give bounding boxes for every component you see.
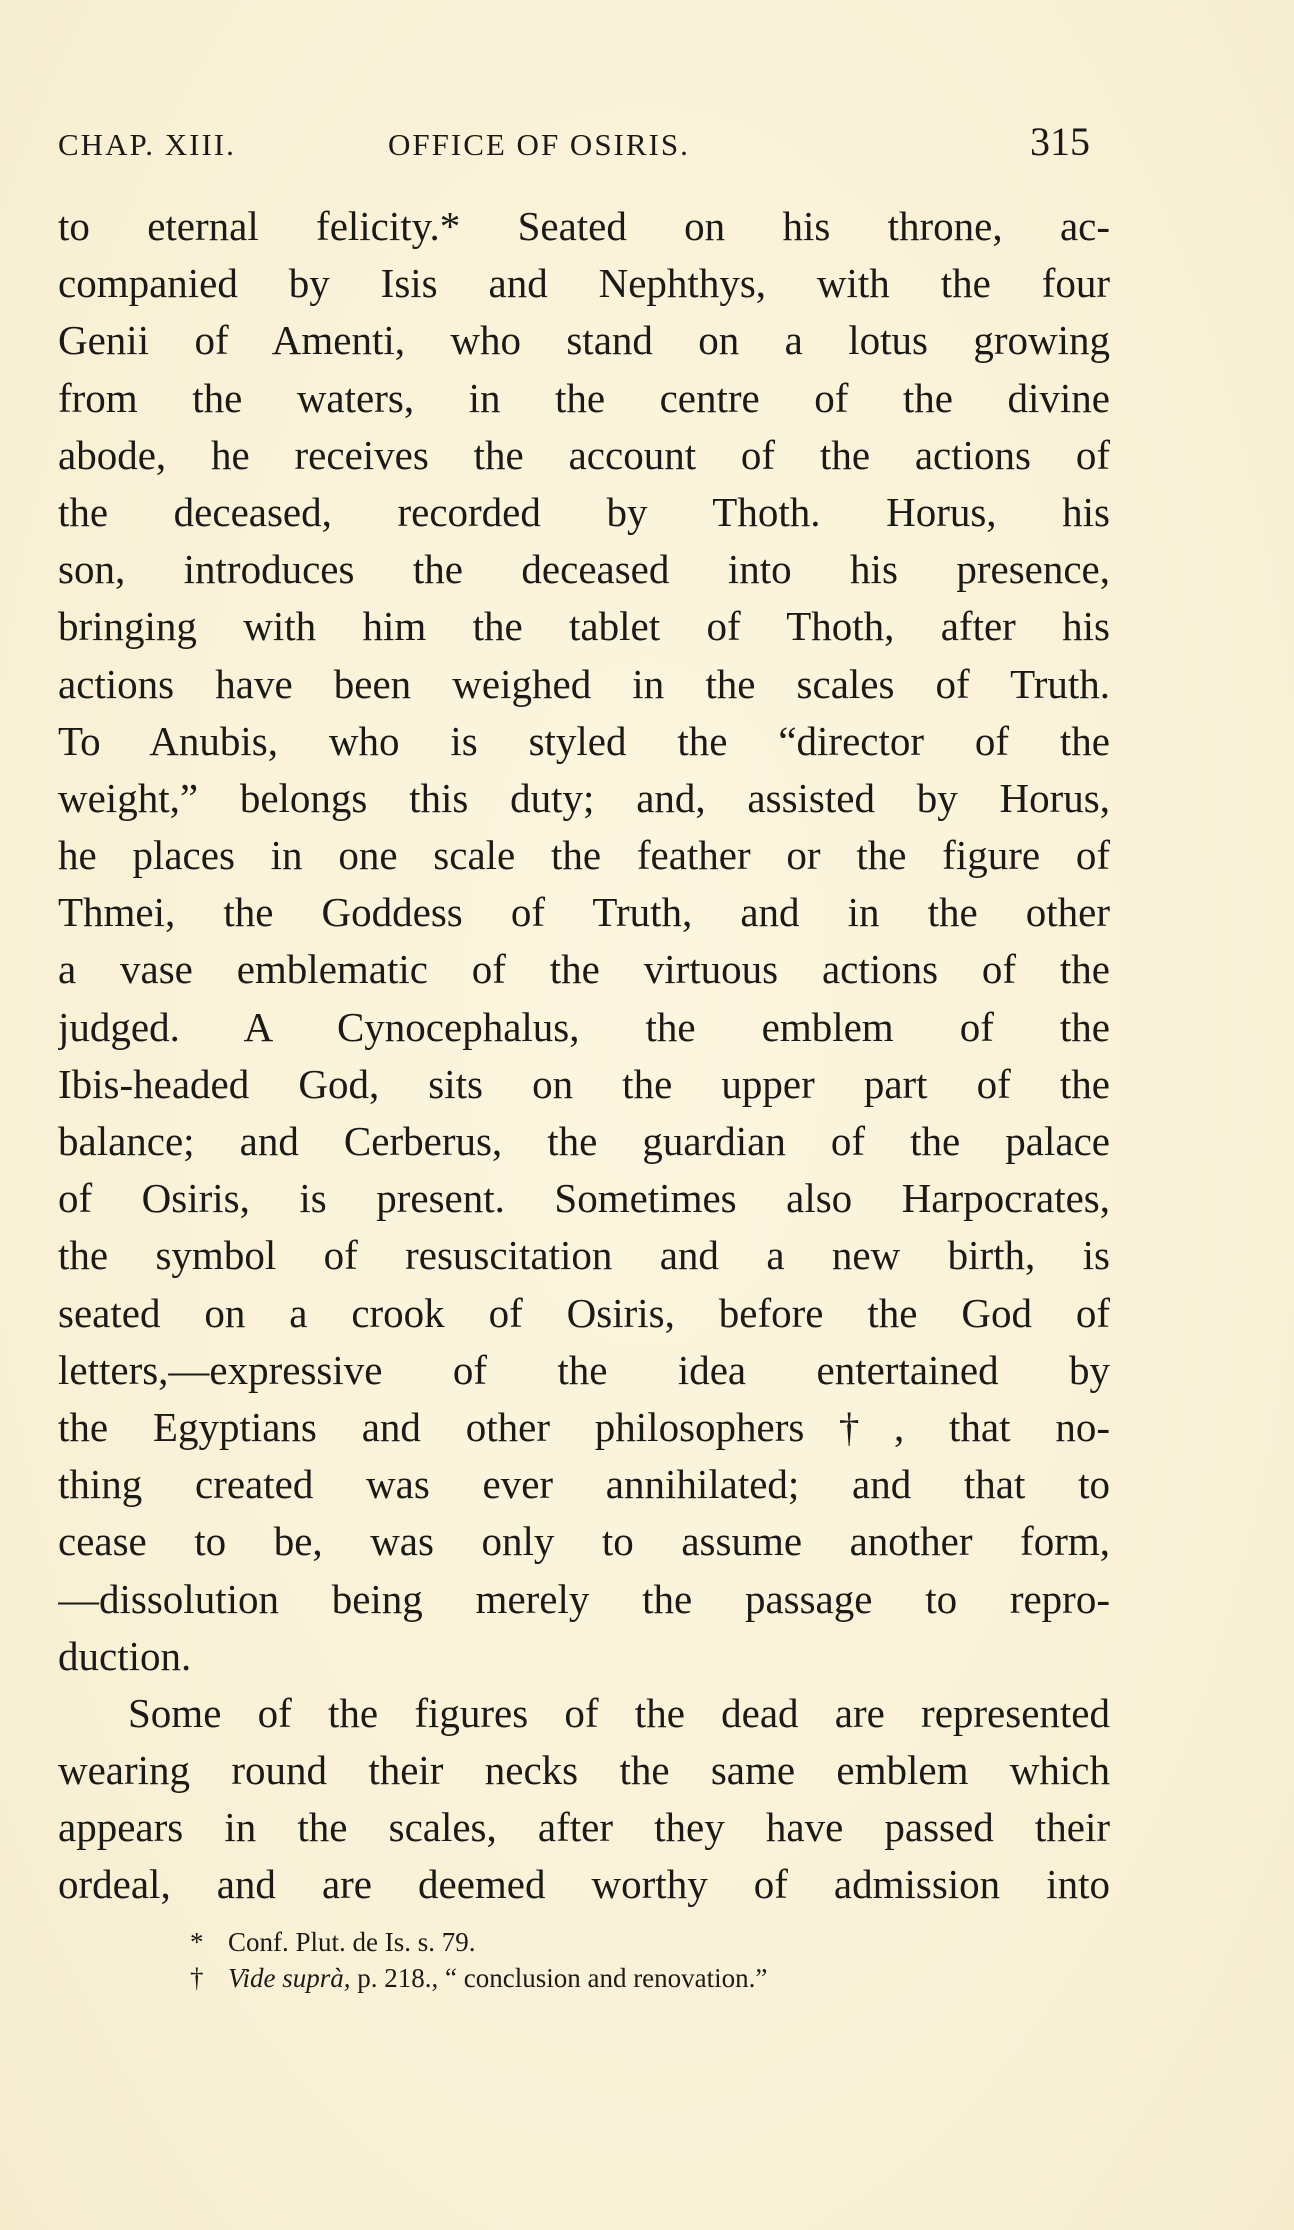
- text-line: letters,—expressive of the idea entertained by: [58, 1346, 1110, 1393]
- footnote-1-text: Conf. Plut. de Is. s. 79.: [228, 1927, 476, 1957]
- text-line: companied by Isis and Nephthys, with the four: [58, 260, 1110, 307]
- running-head: [58, 118, 1090, 168]
- footnote-2: [190, 1960, 1070, 1996]
- text-line: wearing round their necks the same emblem which: [58, 1747, 1110, 1794]
- text-line: abode, he receives the account of the actions of: [58, 431, 1110, 478]
- footnote-2-italic-ref: Vide suprà,: [228, 1963, 351, 1993]
- body-text: [58, 198, 1110, 1914]
- text-line: the Egyptians and other philosophers†, that no-: [58, 1403, 1110, 1450]
- footnotes: [190, 1924, 1070, 1996]
- page-number: 315: [1030, 119, 1090, 164]
- footnote-2-text: p. 218., “ conclusion and renovation.”: [350, 1963, 768, 1993]
- text-line: duction.: [58, 1632, 192, 1679]
- text-line: appears in the scales, after they have passed their: [58, 1804, 1110, 1851]
- chapter-title: OFFICE OF OSIRIS.: [388, 127, 690, 162]
- text-line: he places in one scale the feather or the figure of: [58, 832, 1110, 879]
- text-line: balance; and Cerberus, the guardian of the palace: [58, 1118, 1110, 1164]
- text-line: of Osiris, is present. Sometimes also Harpocrates,: [58, 1175, 1110, 1222]
- text-line: cease to be, was only to assume another form,: [58, 1518, 1110, 1565]
- paragraph-start-line: Some of the figures of the dead are represented: [128, 1689, 1110, 1736]
- text-line: thing created was ever annihilated; and that to: [58, 1461, 1110, 1508]
- text-line: Ibis-headed God, sits on the upper part of the: [58, 1060, 1110, 1107]
- text-line: judged. A Cynocephalus, the emblem of the: [58, 1003, 1110, 1050]
- text-line: —dissolution being merely the passage to repro-: [58, 1575, 1110, 1622]
- text-line: bringing with him the tablet of Thoth, after his: [58, 603, 1110, 650]
- text-line: the deceased, recorded by Thoth. Horus, his: [58, 488, 1110, 535]
- text-line: actions have been weighed in the scales of Truth.: [58, 660, 1110, 707]
- footnote-marker-asterisk: *: [190, 1927, 204, 1957]
- text-line: to eternal felicity.* Seated on his throne, ac-: [58, 203, 1110, 249]
- text-line: son, introduces the deceased into his presence,: [58, 546, 1110, 593]
- text-line: weight,” belongs this duty; and, assisted by Horus,: [58, 774, 1110, 821]
- text-line: To Anubis, who is styled the “director of the: [58, 717, 1110, 764]
- footnote-1: [190, 1924, 1070, 1960]
- text-line: seated on a crook of Osiris, before the God of: [58, 1289, 1110, 1336]
- text-line: a vase emblematic of the virtuous actions of the: [58, 946, 1110, 993]
- chapter-label: CHAP. XIII.: [58, 127, 236, 162]
- text-line: Genii of Amenti, who stand on a lotus growing: [58, 317, 1110, 364]
- text-line: Thmei, the Goddess of Truth, and in the other: [58, 889, 1110, 936]
- footnote-marker-dagger: †: [190, 1963, 204, 1993]
- text-line: the symbol of resuscitation and a new birth, is: [58, 1232, 1110, 1279]
- text-line: ordeal, and are deemed worthy of admission into: [58, 1861, 1110, 1908]
- text-line: from the waters, in the centre of the divine: [58, 374, 1110, 421]
